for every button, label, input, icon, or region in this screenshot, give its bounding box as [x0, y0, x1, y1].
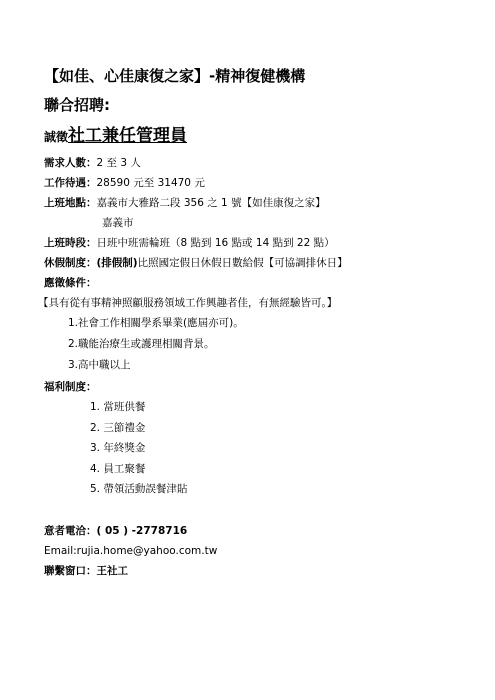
leave-type: (排假制) — [96, 257, 138, 269]
headcount-label: 需求人數： — [44, 157, 97, 169]
headcount-row — [44, 153, 465, 173]
contact-section — [44, 521, 465, 581]
position-line — [44, 124, 465, 149]
posting-subtitle: 聯合招聘: — [44, 96, 110, 114]
contact-person: 聯繫窗口：王社工 — [44, 564, 128, 577]
contact-email-row — [44, 541, 465, 561]
job-fields — [38, 153, 465, 581]
list-item: 1. 當班供餐 — [90, 401, 146, 413]
list-item: 1.社會工作相關學系畢業(應屆亦可)。 — [68, 317, 244, 329]
benefits-heading: 福利制度： — [44, 381, 97, 393]
position-lead: 誠徵 — [44, 130, 69, 144]
leave-row — [44, 253, 465, 273]
hours-label: 上班時段： — [44, 237, 97, 249]
salary-label: 工作待遇： — [44, 177, 97, 189]
list-item: 3. 年終獎金 — [90, 442, 146, 454]
posting-title: 【如佳、心佳康復之家】-精神復健機構 — [44, 67, 306, 85]
leave-label: 休假制度： — [44, 257, 97, 269]
email-value: rujia.home@yahoo.com.tw — [76, 544, 218, 557]
benefits-list — [44, 397, 465, 500]
list-item: 5. 帶領活動誤餐津貼 — [90, 483, 188, 495]
requirements-list — [44, 313, 465, 376]
email-label: Email: — [44, 544, 77, 557]
hours-value: 日班中班需輪班（8 點到 16 點或 14 點到 22 點） — [96, 237, 335, 249]
location-value: 嘉義市大雅路二段 356 之 1 號【如佳康復之家】 — [96, 197, 326, 209]
salary-value: 28590 元至 31470 元 — [96, 177, 205, 189]
contact-phone: 意者電洽：( 05 ) -2778716 — [44, 524, 188, 537]
headcount-value: 2 至 3 人 — [96, 157, 141, 169]
requirements-note: 【具有從有事精神照顧服務領域工作興趣者佳，有無經驗皆可。】 — [38, 297, 338, 309]
list-item: 2.職能治療生或護理相關背景。 — [68, 338, 215, 350]
location-label: 上班地點： — [44, 197, 97, 209]
list-item: 2. 三節禮金 — [90, 421, 146, 434]
location-row — [44, 193, 465, 213]
list-item: 4. 員工聚餐 — [90, 462, 146, 475]
hours-row — [44, 233, 465, 253]
list-item: 3.高中職以上 — [68, 359, 131, 371]
requirements-heading: 應徵條件： — [44, 277, 97, 289]
salary-row — [44, 173, 465, 193]
position-name: 社工兼任管理員 — [68, 126, 188, 146]
leave-value: 比照國定假日休假日數給假【可協調排休日】 — [137, 257, 348, 269]
location-value-continued: 嘉義市 — [102, 217, 134, 229]
